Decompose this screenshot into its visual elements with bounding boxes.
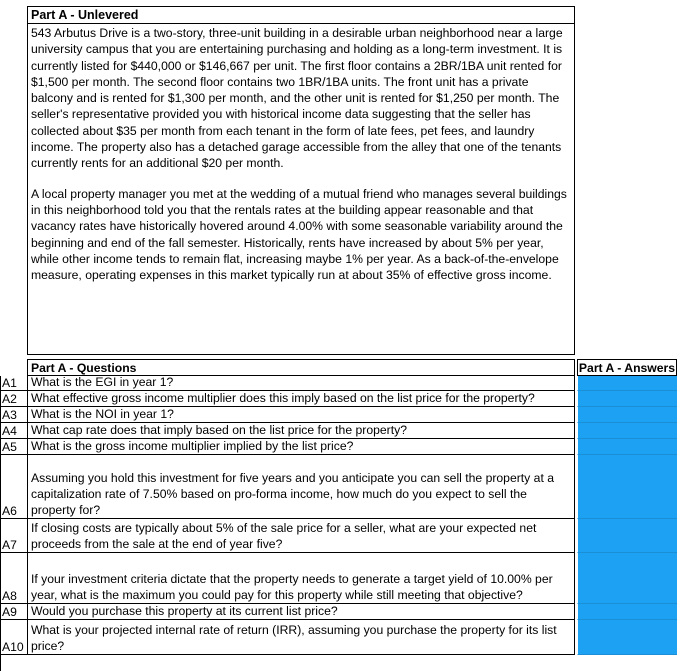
answer-cell[interactable] — [577, 553, 677, 604]
row-id: A8 — [2, 589, 17, 603]
table-row — [0, 391, 700, 407]
case-title: Part A - Unlevered — [28, 8, 574, 24]
answer-cell[interactable] — [577, 455, 677, 519]
case-paragraph-1: 543 Arbutus Drive is a two-story, three-unit building in a desirable urban neighborhood near a large university campus that you are entertaining purchasing and holding as a long-term investment. It is currently listed for $440,000 or $146,667 per unit. The first floor contains a 2BR/1BA unit rented for $1,500 per month. The second floor contains two 1BR/1BA units. The front unit has a private balcony and is rented for $1,300 per month, and the other unit is rented for $1,250 per month. The seller's representative provided you with historical income data suggesting that the seller has collected about $35 per month from each tenant in the form of late fees, pet fees, and laundry income. The property also has a detached garage accessible from the alley that one of the tenants currently rents for an additional $20 per month. — [31, 26, 563, 171]
question-text: If your investment criteria dictate that the property needs to generate a target yield of 10.00% per year, what is the maximum you could pay for this property while still meeting that objective? — [27, 553, 575, 604]
answer-cell[interactable] — [577, 519, 677, 553]
row-id: A7 — [2, 538, 17, 552]
answer-cell[interactable] — [577, 391, 677, 407]
question-text: Assuming you hold this investment for five years and you anticipate you can sell the property at a capitalization rate of 7.50% based on pro-forma income, how much do you expect to sell the property for? — [27, 455, 575, 519]
answer-cell[interactable] — [577, 620, 677, 655]
row-id: A1 — [2, 376, 17, 390]
question-text: Would you purchase this property at its current list price? — [27, 604, 575, 620]
answer-cell[interactable] — [577, 604, 677, 620]
question-text: What cap rate does that imply based on the list price for the property? — [27, 423, 575, 439]
table-row — [0, 439, 700, 455]
table-row — [0, 519, 700, 553]
answer-cell[interactable] — [577, 423, 677, 439]
question-text: What is your projected internal rate of return (IRR), assuming you purchase the property for its list price? — [27, 620, 575, 655]
row-id: A2 — [2, 392, 17, 406]
questions-header: Part A - Questions — [27, 359, 575, 376]
table-row — [0, 376, 700, 391]
row-id: A10 — [2, 640, 24, 654]
question-text: What is the EGI in year 1? — [27, 376, 575, 391]
case-description-box — [27, 6, 575, 355]
question-text: If closing costs are typically about 5% of the sale price for a seller, what are your expected net proceeds from the sale at the end of year five? — [27, 519, 575, 553]
case-paragraph-2: A local property manager you met at the wedding of a mutual friend who manages several buildings in this neighborhood told you that the rentals rates at the building appear reasonable and that vacancy rates have historically hovered around 4.00% with some seasonable variability around the beginning and end of the fall semester. Historically, rents have increased by about 5% per year, while other income tends to remain flat, increasing maybe 1% per year. As a back-of-the-envelope measure, operating expenses in this market typically run at about 35% of effective gross income. — [31, 186, 567, 283]
table-row — [0, 407, 700, 423]
answer-cell[interactable] — [577, 376, 677, 391]
row-id: A9 — [2, 605, 17, 619]
answer-cell[interactable] — [577, 407, 677, 423]
table-row — [0, 423, 700, 439]
table-row — [0, 455, 700, 519]
answers-header: Part A - Answers — [578, 361, 676, 375]
answer-cell[interactable] — [577, 439, 677, 455]
question-text: What is the NOI in year 1? — [27, 407, 575, 423]
question-text: What is the gross income multiplier implied by the list price? — [27, 439, 575, 455]
row-id: A6 — [2, 504, 17, 518]
row-id: A3 — [2, 408, 17, 422]
table-row — [0, 620, 700, 655]
row-id: A5 — [2, 440, 17, 454]
row-id: A4 — [2, 424, 17, 438]
question-text: What effective gross income multiplier does this imply based on the list price for the property? — [27, 391, 575, 407]
table-row — [0, 553, 700, 604]
table-row — [0, 604, 700, 620]
